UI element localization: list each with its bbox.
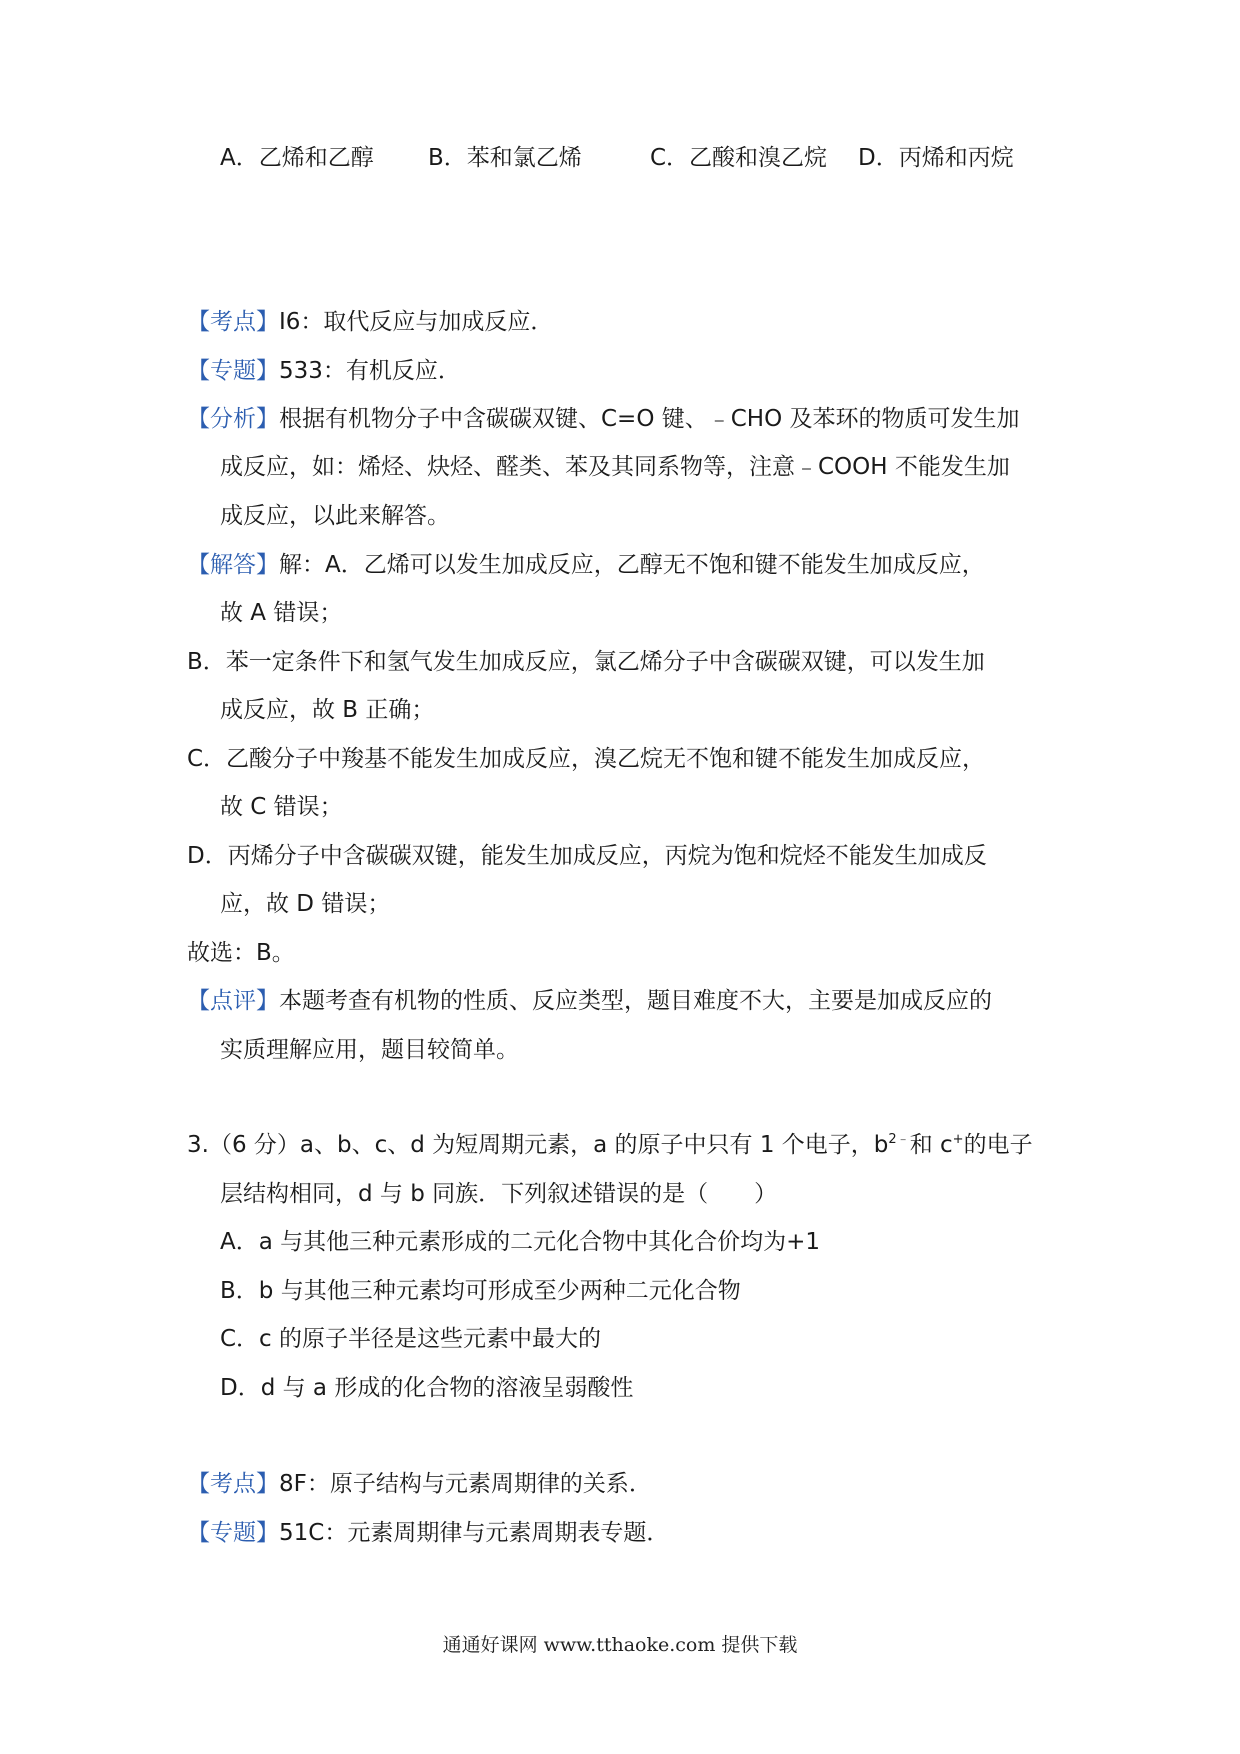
fenxi-tag: 【分析】 bbox=[187, 406, 279, 432]
q3-option-d: D．d 与 a 形成的化合物的溶液呈弱酸性 bbox=[220, 1375, 634, 1401]
q3-stem-line1: 3.（6 分）a、b、c、d 为短周期元素，a 的原子中只有 1 个电子，$b^{2﹣}$和 c+的电子 bbox=[187, 1132, 1033, 1158]
q3-zhuanti-tag: 【专题】 bbox=[187, 1520, 279, 1546]
zhuanti-text: 533：有机反应． bbox=[279, 358, 461, 384]
q2-answer: 故选：B。 bbox=[187, 940, 295, 966]
page-footer: 通通好课网 www.tthaoke.com 提供下载 bbox=[442, 1634, 798, 1656]
zhuanti-tag: 【专题】 bbox=[187, 358, 279, 384]
q3-sup-b: 2﹣ bbox=[888, 1132, 910, 1147]
q3-option-a: A．a 与其他三种元素形成的二元化合物中其化合价均为+1 bbox=[220, 1229, 821, 1255]
q2-option-d: D．丙烯和丙烷 bbox=[858, 145, 1014, 171]
q2-jieda-line1: 【解答】解：A．乙烯可以发生加成反应，乙醇无不饱和键不能发生加成反应， bbox=[187, 552, 985, 578]
dianping-tag: 【点评】 bbox=[187, 988, 279, 1014]
jieda-tag: 【解答】 bbox=[187, 552, 279, 578]
q2-option-a: A．乙烯和乙醇 bbox=[220, 145, 374, 171]
q2-jieda-line2: 故 A 错误； bbox=[220, 600, 343, 626]
q2-fenxi-line2: 成反应，如：烯烃、炔烃、醛类、苯及其同系物等，注意﹣COOH 不能发生加 bbox=[220, 454, 1010, 480]
q3-option-c: C．c 的原子半径是这些元素中最大的 bbox=[220, 1326, 602, 1352]
q2-fenxi-line3: 成反应，以此来解答。 bbox=[220, 503, 450, 529]
q2-c-line2: 故 C 错误； bbox=[220, 794, 343, 820]
kaodian-text: I6：取代反应与加成反应． bbox=[279, 309, 554, 335]
q3-stem-line2: 层结构相同，d 与 b 同族．下列叙述错误的是（ ） bbox=[220, 1181, 778, 1207]
q2-kaodian bbox=[187, 306, 553, 338]
q2-b-line2: 成反应，故 B 正确； bbox=[220, 697, 435, 723]
q3-option-b: B．b 与其他三种元素均可形成至少两种二元化合物 bbox=[220, 1278, 741, 1304]
q2-c-line1: C．乙酸分子中羧基不能发生加成反应，溴乙烷无不饱和键不能发生加成反应， bbox=[187, 746, 986, 772]
q2-option-c: C．乙酸和溴乙烷 bbox=[650, 145, 828, 171]
q2-option-b: B．苯和氯乙烯 bbox=[428, 145, 582, 171]
q2-d-line1: D．丙烯分子中含碳碳双键，能发生加成反应，丙烷为饱和烷烃不能发生加成反 bbox=[187, 843, 987, 869]
q3-kaodian: 【考点】8F：原子结构与元素周期律的关系． bbox=[187, 1471, 652, 1497]
q3-sup-c: + bbox=[952, 1132, 964, 1147]
q3-zhuanti: 【专题】51C：元素周期律与元素周期表专题． bbox=[187, 1520, 670, 1546]
q2-b-line1: B．苯一定条件下和氢气发生加成反应，氯乙烯分子中含碳碳双键，可以发生加 bbox=[187, 649, 985, 675]
q2-zhuanti bbox=[187, 355, 461, 387]
q2-d-line2: 应，故 D 错误； bbox=[220, 891, 391, 917]
q2-dianping-line2: 实质理解应用，题目较简单。 bbox=[220, 1037, 519, 1063]
q3-kaodian-tag: 【考点】 bbox=[187, 1471, 279, 1497]
q2-options-row bbox=[220, 142, 1014, 174]
q2-dianping-line1: 【点评】本题考查有机物的性质、反应类型，题目难度不大，主要是加成反应的 bbox=[187, 988, 992, 1014]
q2-fenxi-line1: 【分析】根据有机物分子中含碳碳双键、C=O 键、﹣CHO 及苯环的物质可发生加 bbox=[187, 406, 1020, 432]
kaodian-tag: 【考点】 bbox=[187, 309, 279, 335]
